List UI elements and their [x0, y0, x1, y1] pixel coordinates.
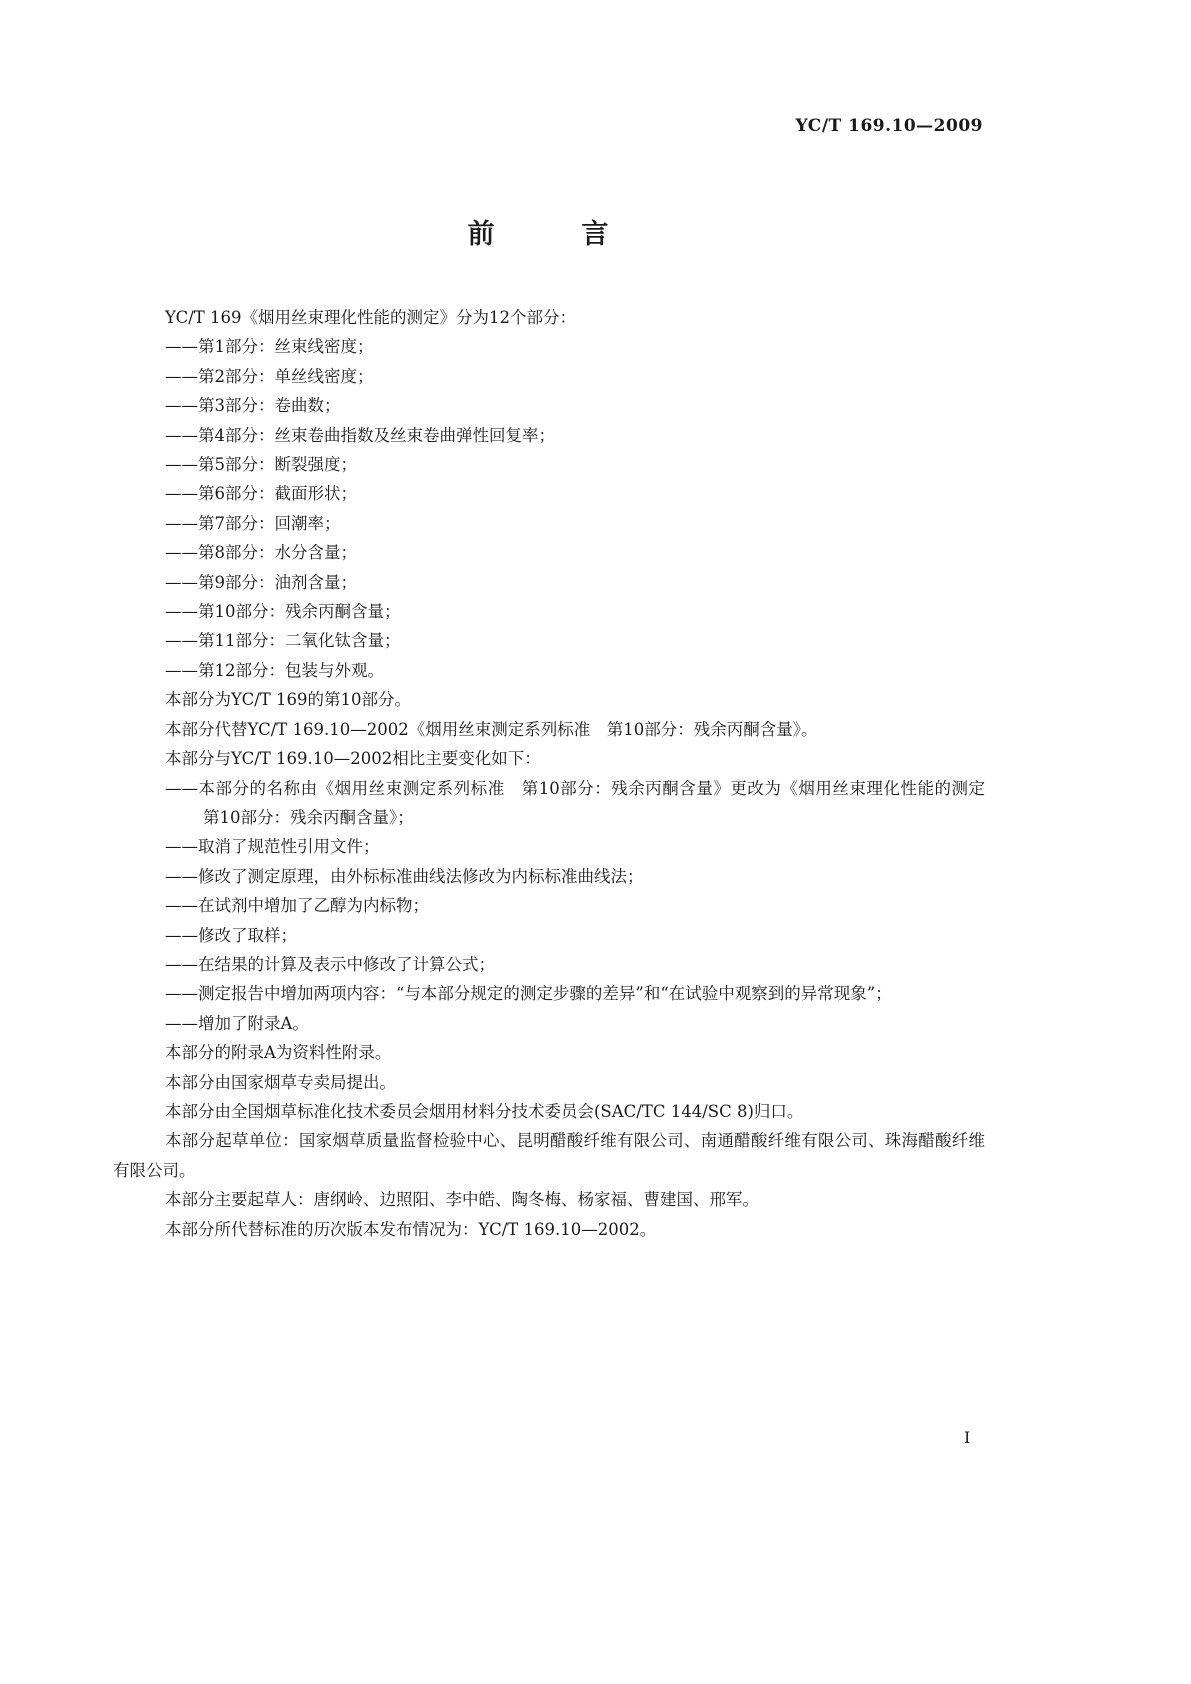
change-item: ——本部分的名称由《烟用丝束测定系列标准 第10部分：残余丙酮含量》更改为《烟用丝束理化性能的测定 第10部分：残余丙酮含量》； — [165, 778, 1002, 827]
replaces-paragraph: 本部分代替YC/T 169.10—2002《烟用丝束测定系列标准 第10部分：残余丙酮含量》。 — [165, 719, 818, 739]
change-item: ——在试剂中增加了乙醇为内标物； — [165, 896, 429, 916]
change-item: ——增加了附录A。 — [165, 1013, 309, 1033]
part-item: ——第10部分：残余丙酮含量； — [165, 602, 401, 622]
part-item: ——第2部分：单丝线密度； — [165, 366, 374, 386]
part-item: ——第5部分：断裂强度； — [165, 455, 357, 475]
part-item: ——第11部分：二氧化钛含量； — [165, 631, 401, 651]
part-item: ——第9部分：油剂含量； — [165, 572, 357, 592]
part-item: ——第4部分：丝束卷曲指数及丝束卷曲弹性回复率； — [165, 425, 555, 445]
closing-paragraph: 本部分所代替标准的历次版本发布情况为：YC/T 169.10—2002。 — [165, 1219, 657, 1239]
closing-paragraph: 本部分由全国烟草标准化技术委员会烟用材料分技术委员会(SAC/TC 144/SC 8)归口。 — [165, 1101, 804, 1121]
change-item: ——测定报告中增加两项内容：“与本部分规定的测定步骤的差异”和“在试验中观察到的异常现象”； — [165, 984, 892, 1004]
change-item: ——取消了规范性引用文件； — [165, 837, 380, 857]
closing-paragraph: 本部分由国家烟草专卖局提出。 — [165, 1072, 396, 1092]
closing-paragraph: 本部分的附录A为资料性附录。 — [165, 1043, 392, 1063]
changes-paragraph: 本部分与YC/T 169.10—2002相比主要变化如下： — [165, 749, 541, 769]
page-number: I — [964, 1428, 971, 1447]
part-item: ——第7部分：回潮率； — [165, 513, 341, 533]
part-item: ——第8部分：水分含量； — [165, 543, 357, 563]
standard-number-header: YC/T 169.10—2009 — [795, 116, 983, 136]
part-item: ——第1部分：丝束线密度； — [165, 337, 374, 357]
change-item: ——修改了取样； — [165, 925, 297, 945]
intro-paragraph: YC/T 169《烟用丝束理化性能的测定》分为12个部分： — [165, 308, 577, 327]
change-item: ——修改了测定原理，由外标标准曲线法修改为内标标准曲线法； — [165, 866, 644, 886]
page-title: 前 言 — [467, 219, 639, 250]
closing-paragraph: 本部分主要起草人：唐纲岭、边照阳、李中皓、陶冬梅、杨家福、曹建国、邢军。 — [165, 1190, 759, 1210]
part-item: ——第6部分：截面形状； — [165, 484, 357, 504]
part-item: ——第3部分：卷曲数； — [165, 396, 341, 416]
this-part-paragraph: 本部分为YC/T 169的第10部分。 — [165, 690, 412, 710]
foreword-body — [113, 303, 1002, 1244]
closing-paragraph: 本部分起草单位：国家烟草质量监督检验中心、昆明醋酸纤维有限公司、南通醋酸纤维有限公司、珠海醋酸纤维有限公司。 — [113, 1131, 985, 1180]
change-item: ——在结果的计算及表示中修改了计算公式； — [165, 954, 495, 974]
part-item: ——第12部分：包装与外观。 — [165, 660, 384, 680]
